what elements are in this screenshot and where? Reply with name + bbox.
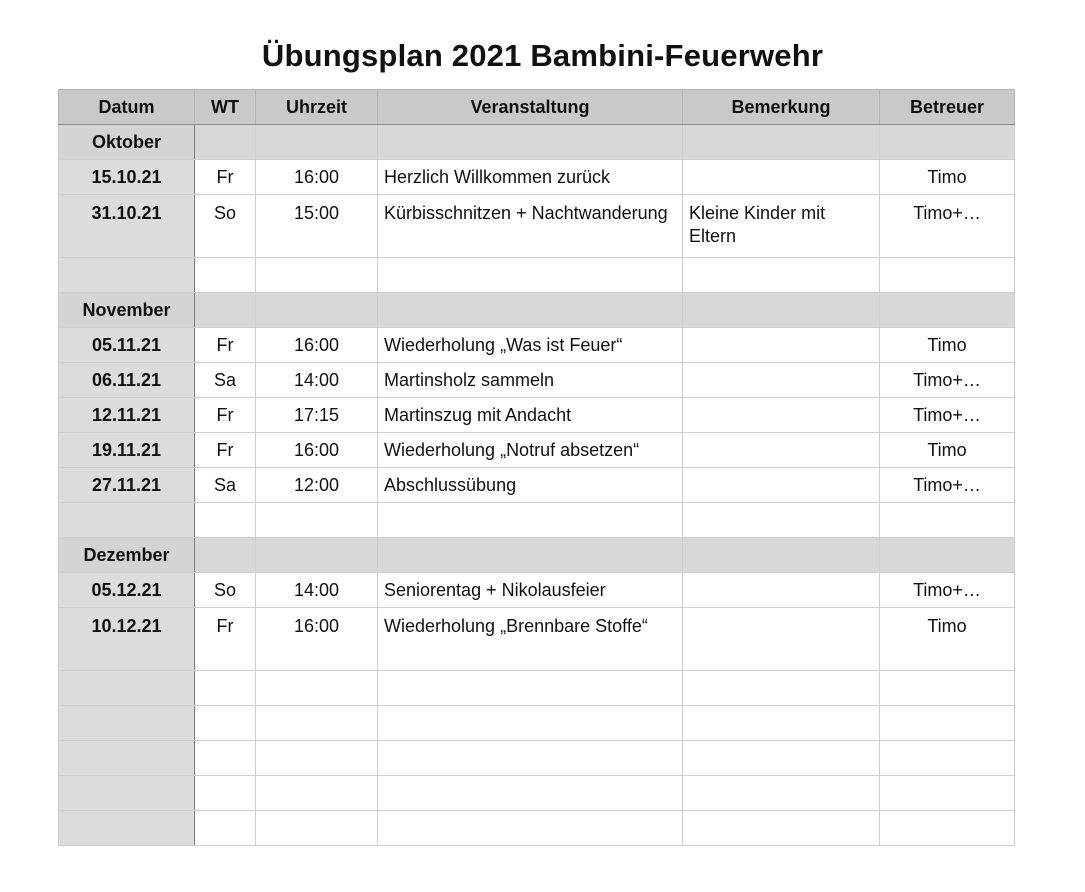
cell[interactable] [59,811,195,846]
table-row [59,433,1015,468]
cell[interactable] [59,741,195,776]
cell[interactable] [378,776,683,811]
cell-betreuer[interactable]: Timo [880,160,1015,195]
cell[interactable] [378,706,683,741]
cell[interactable] [59,706,195,741]
table-row [59,573,1015,608]
cell-veranstaltung[interactable]: Martinsholz sammeln [378,363,683,398]
cell-datum[interactable]: 19.11.21 [59,433,195,468]
cell[interactable] [683,671,880,706]
cell[interactable] [683,293,880,328]
cell-betreuer[interactable]: Timo [880,433,1015,468]
cell-betreuer[interactable]: Timo+… [880,398,1015,433]
cell-datum[interactable]: 27.11.21 [59,468,195,503]
cell-veranstaltung[interactable]: Martinszug mit Andacht [378,398,683,433]
cell[interactable] [195,503,256,538]
cell[interactable] [683,538,880,573]
cell[interactable] [195,538,256,573]
header-betreuer[interactable]: Betreuer [880,90,1015,125]
table-row [59,398,1015,433]
cell[interactable] [880,671,1015,706]
month-label[interactable]: Oktober [59,125,195,160]
cell[interactable] [378,741,683,776]
cell[interactable] [195,125,256,160]
cell-wt[interactable]: Sa [195,468,256,503]
cell[interactable] [256,258,378,293]
cell-bemerkung[interactable] [683,328,880,363]
cell[interactable] [880,811,1015,846]
cell[interactable] [195,776,256,811]
cell[interactable] [378,293,683,328]
cell[interactable] [880,503,1015,538]
cell[interactable] [880,776,1015,811]
table-row [59,468,1015,503]
cell[interactable] [880,293,1015,328]
cell[interactable] [683,125,880,160]
cell[interactable] [378,538,683,573]
cell-bemerkung[interactable] [683,573,880,608]
cell-datum[interactable]: 06.11.21 [59,363,195,398]
empty-row [59,811,1015,846]
cell-uhrzeit[interactable]: 16:00 [256,328,378,363]
cell-wt[interactable]: Sa [195,363,256,398]
month-row-dezember [59,538,1015,573]
cell[interactable] [683,706,880,741]
cell[interactable] [256,671,378,706]
cell[interactable] [683,741,880,776]
cell[interactable] [880,125,1015,160]
cell[interactable] [880,706,1015,741]
cell[interactable] [256,503,378,538]
empty-row [59,741,1015,776]
cell[interactable] [256,706,378,741]
cell[interactable] [880,538,1015,573]
cell[interactable] [256,741,378,776]
header-row [59,90,1015,125]
cell-betreuer[interactable]: Timo+… [880,468,1015,503]
cell[interactable] [683,811,880,846]
cell-veranstaltung[interactable]: Wiederholung „Notruf absetzen“ [378,433,683,468]
cell-datum[interactable]: 31.10.21 [59,195,195,258]
cell-datum[interactable]: 05.11.21 [59,328,195,363]
cell-uhrzeit[interactable]: 14:00 [256,573,378,608]
empty-row [59,258,1015,293]
cell[interactable] [378,258,683,293]
cell-bemerkung[interactable] [683,468,880,503]
cell-veranstaltung[interactable]: Wiederholung „Was ist Feuer“ [378,328,683,363]
cell[interactable] [59,671,195,706]
cell-uhrzeit[interactable]: 14:00 [256,363,378,398]
cell-uhrzeit[interactable]: 16:00 [256,433,378,468]
cell[interactable] [256,538,378,573]
cell-bemerkung[interactable] [683,160,880,195]
cell-wt[interactable]: So [195,195,256,258]
cell-wt[interactable]: Fr [195,433,256,468]
table-row [59,363,1015,398]
empty-row [59,671,1015,706]
cell-betreuer[interactable]: Timo [880,328,1015,363]
cell-bemerkung[interactable] [683,608,880,671]
cell-datum[interactable]: 05.12.21 [59,573,195,608]
cell[interactable] [195,671,256,706]
cell-veranstaltung[interactable]: Wiederholung „Brennbare Stoffe“ [378,608,683,671]
cell-datum[interactable]: 10.12.21 [59,608,195,671]
cell-betreuer[interactable]: Timo+… [880,573,1015,608]
month-row-november [59,293,1015,328]
cell-betreuer[interactable]: Timo+… [880,195,1015,258]
cell[interactable] [378,671,683,706]
cell-wt[interactable]: Fr [195,608,256,671]
header-bemerkung[interactable]: Bemerkung [683,90,880,125]
cell-betreuer[interactable]: Timo+… [880,363,1015,398]
cell[interactable] [256,125,378,160]
table-row [59,195,1015,258]
header-datum[interactable]: Datum [59,90,195,125]
cell-datum[interactable]: 12.11.21 [59,398,195,433]
cell-betreuer[interactable]: Timo [880,608,1015,671]
cell[interactable] [59,776,195,811]
cell-veranstaltung[interactable]: Abschlussübung [378,468,683,503]
page-title: Übungsplan 2021 Bambini-Feuerwehr [261,38,824,73]
cell[interactable] [378,503,683,538]
cell[interactable] [880,741,1015,776]
cell-bemerkung[interactable] [683,433,880,468]
cell-bemerkung[interactable] [683,363,880,398]
month-row-oktober [59,125,1015,160]
table-row [59,328,1015,363]
cell-veranstaltung[interactable]: Kürbisschnitzen + Nachtwanderung [378,195,683,258]
cell[interactable] [256,811,378,846]
schedule-table [58,89,1015,846]
cell-uhrzeit[interactable]: 17:15 [256,398,378,433]
cell[interactable] [378,811,683,846]
cell-wt[interactable]: Fr [195,398,256,433]
empty-row [59,503,1015,538]
cell[interactable] [195,811,256,846]
month-label[interactable]: Dezember [59,538,195,573]
empty-row [59,706,1015,741]
cell[interactable] [195,293,256,328]
cell[interactable] [59,503,195,538]
cell-wt[interactable]: So [195,573,256,608]
cell[interactable] [256,776,378,811]
table-row [59,160,1015,195]
cell-wt[interactable]: Fr [195,328,256,363]
cell[interactable] [195,258,256,293]
cell-uhrzeit[interactable]: 15:00 [256,195,378,258]
cell-bemerkung[interactable] [683,398,880,433]
cell[interactable] [683,776,880,811]
cell[interactable] [256,293,378,328]
cell[interactable] [195,706,256,741]
header-uhrzeit[interactable]: Uhrzeit [256,90,378,125]
empty-row [59,776,1015,811]
cell-veranstaltung[interactable]: Seniorentag + Nikolausfeier [378,573,683,608]
cell[interactable] [683,503,880,538]
header-veranstaltung[interactable]: Veranstaltung [378,90,683,125]
cell-uhrzeit[interactable]: 16:00 [256,160,378,195]
table-row [59,608,1015,671]
cell[interactable] [195,741,256,776]
cell-veranstaltung[interactable]: Herzlich Willkommen zurück [378,160,683,195]
cell-wt[interactable]: Fr [195,160,256,195]
cell[interactable] [59,258,195,293]
cell-uhrzeit[interactable]: 16:00 [256,608,378,671]
cell[interactable] [880,258,1015,293]
cell[interactable] [378,125,683,160]
header-wt[interactable]: WT [195,90,256,125]
cell[interactable] [683,258,880,293]
cell-bemerkung[interactable]: Kleine Kinder mit Eltern [683,195,880,258]
month-label[interactable]: November [59,293,195,328]
cell-datum[interactable]: 15.10.21 [59,160,195,195]
cell-uhrzeit[interactable]: 12:00 [256,468,378,503]
